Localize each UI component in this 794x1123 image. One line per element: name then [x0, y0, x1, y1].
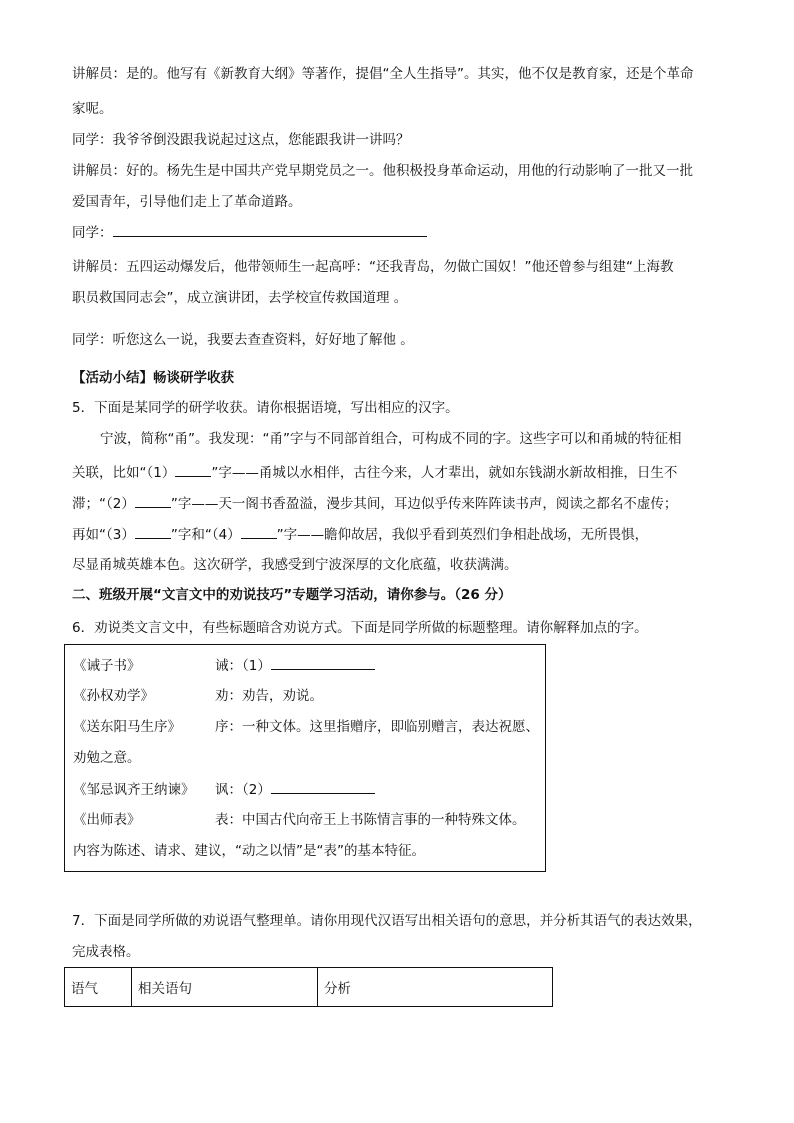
note-row [73, 686, 323, 706]
note-row [73, 841, 425, 861]
note-text: 内容为陈述、请求、建议，“动之以情”是“表”的基本特征。 [73, 843, 425, 859]
dialogue-line: 同学：听您这么一说，我要去查查资料，好好地了解他 。 [72, 332, 414, 348]
tone-table [64, 967, 553, 1007]
table-header-cell: 语气 [65, 968, 132, 1007]
text-fragment: 再如“（3） [72, 527, 135, 543]
dialogue-line: 讲解员：是的。他写有《新教育大纲》等著作，提倡“全人生指导”。其实，他不仅是教育家，还是个革命 [72, 66, 694, 82]
dialogue-line: 爱国青年，引导他们走上了革命道路。 [72, 194, 302, 210]
question-5-paragraph [72, 524, 648, 545]
note-text: 劝勉之意。 [73, 750, 141, 766]
answer-blank-q6-2[interactable] [271, 779, 375, 794]
question-5-paragraph [72, 462, 677, 483]
note-row [73, 655, 375, 676]
question-5-paragraph [72, 493, 677, 514]
speaker-label: 同学： [72, 225, 113, 241]
dialogue-line-blank [72, 222, 427, 243]
note-row [73, 717, 539, 737]
dialogue-line: 家呢。 [72, 101, 113, 117]
note-title: 《出师表》 [73, 812, 141, 828]
text-fragment: 滞；“（2） [72, 496, 135, 512]
note-text: 表：中国古代向帝王上书陈情言事的一种特殊文体。 [215, 812, 526, 828]
note-title: 《诫子书》 [73, 658, 141, 674]
answer-blank[interactable] [113, 222, 427, 237]
answer-blank-q6-1[interactable] [271, 655, 375, 670]
summary-heading: 【活动小结】畅谈研学收获 [72, 370, 234, 386]
note-text: 讽：（2） [215, 782, 271, 798]
note-text: 劝：劝告，劝说。 [215, 688, 323, 704]
question-7-prompt: 7．下面是同学所做的劝说语气整理单。请你用现代汉语写出相关语句的意思，并分析其语气的表达效果， [72, 913, 702, 929]
table-header-cell: 相关语句 [132, 968, 318, 1007]
note-row [73, 810, 526, 830]
dialogue-line: 讲解员：好的。杨先生是中国共产党早期党员之一。他积极投身革命运动，用他的行动影响了一批又一批 [72, 163, 693, 179]
dialogue-line: 同学：我爷爷倒没跟我说起过这点，您能跟我讲一讲吗？ [72, 132, 410, 148]
text-fragment: ”字——瞻仰故居，我似乎看到英烈们争相赴战场，无所畏惧， [276, 527, 649, 543]
answer-blank-2[interactable] [135, 493, 171, 508]
text-fragment: ”字——甬城以水相伴，古往今来，人才辈出，就如东钱湖水新故相推，日生不 [211, 465, 678, 481]
note-title: 《邹忌讽齐王纳谏》 [73, 782, 195, 798]
title-notes-box [64, 644, 546, 872]
text-fragment: ”字和“（4） [170, 527, 241, 543]
table-header-cell: 分析 [318, 968, 553, 1007]
note-row [73, 748, 141, 768]
note-title: 《孙权劝学》 [73, 688, 154, 704]
answer-blank-1[interactable] [175, 462, 211, 477]
note-title: 《送东阳马生序》 [73, 719, 181, 735]
answer-blank-4[interactable] [241, 524, 277, 539]
dialogue-line: 职员救国同志会”，成立演讲团，去学校宣传救国道理 。 [72, 290, 408, 306]
section-2-heading: 二、班级开展“文言文中的劝说技巧”专题学习活动，请你参与。（26 分） [72, 587, 512, 603]
question-5-prompt: 5．下面是某同学的研学收获。请你根据语境，写出相应的汉字。 [72, 400, 459, 416]
table-header-row [65, 968, 553, 1007]
question-6-prompt: 6．劝说类文言文中，有些标题暗含劝说方式。下面是同学所做的标题整理。请你解释加点的字。 [72, 620, 648, 636]
text-fragment: 关联，比如“（1） [72, 465, 176, 481]
question-7-prompt: 完成表格。 [72, 944, 140, 960]
answer-blank-3[interactable] [135, 524, 171, 539]
note-text: 诫：（1） [215, 658, 271, 674]
note-row [73, 779, 375, 800]
dialogue-line: 讲解员：五四运动爆发后，他带领师生一起高呼：“还我青岛，勿做亡国奴！”他还曾参与组建“上海教 [72, 259, 674, 275]
question-5-paragraph: 宁波，简称“甬”。我发现：“甬”字与不同部首组合，可构成不同的字。这些字可以和甬城的特征相 [100, 431, 682, 447]
text-fragment: ”字——天一阁书香盈溢，漫步其间，耳边似乎传来阵阵读书声，阅读之都名不虚传； [170, 496, 678, 512]
question-5-paragraph: 尽显甬城英雄本色。这次研学，我感受到宁波深厚的文化底蕴，收获满满。 [72, 557, 518, 573]
note-text: 序：一种文体。这里指赠序，即临别赠言，表达祝愿、 [215, 719, 539, 735]
